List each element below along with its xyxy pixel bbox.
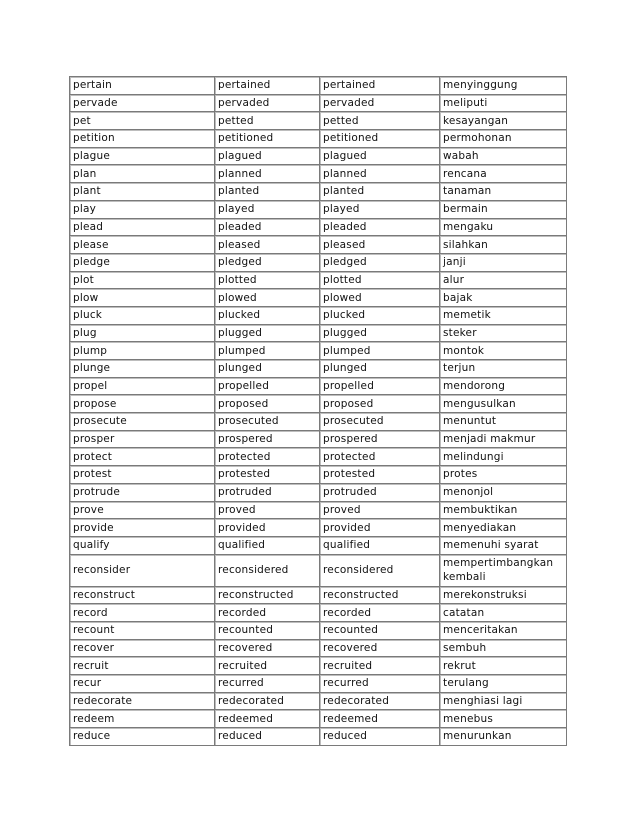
base-form-cell: petition: [70, 130, 215, 148]
table-row: [70, 710, 567, 728]
past-participle-cell: plugged: [320, 325, 440, 343]
past-participle-cell: proved: [320, 502, 440, 520]
verb-table: [69, 76, 567, 746]
table-row: [70, 378, 567, 396]
translation-cell: mendorong: [440, 378, 567, 396]
past-tense-cell: reduced: [215, 728, 320, 746]
base-form-cell: recur: [70, 675, 215, 693]
past-tense-cell: provided: [215, 519, 320, 537]
translation-cell: menyediakan: [440, 519, 567, 537]
table-row: [70, 183, 567, 201]
past-tense-cell: plugged: [215, 325, 320, 343]
table-row: [70, 307, 567, 325]
base-form-cell: pledge: [70, 254, 215, 272]
base-form-cell: pervade: [70, 95, 215, 113]
past-participle-cell: propelled: [320, 378, 440, 396]
past-tense-cell: petted: [215, 112, 320, 130]
base-form-cell: plug: [70, 325, 215, 343]
base-form-cell: protrude: [70, 484, 215, 502]
table-row: [70, 219, 567, 237]
base-form-cell: prove: [70, 502, 215, 520]
past-tense-cell: plucked: [215, 307, 320, 325]
base-form-cell: plan: [70, 165, 215, 183]
base-form-cell: reconstruct: [70, 587, 215, 605]
past-participle-cell: petted: [320, 112, 440, 130]
past-participle-cell: pledged: [320, 254, 440, 272]
base-form-cell: please: [70, 236, 215, 254]
translation-cell: merekonstruksi: [440, 587, 567, 605]
table-body: [70, 77, 567, 746]
table-row: [70, 693, 567, 711]
past-participle-cell: reconsidered: [320, 555, 440, 587]
translation-cell: bajak: [440, 289, 567, 307]
translation-cell: memenuhi syarat: [440, 537, 567, 555]
past-participle-cell: provided: [320, 519, 440, 537]
table-row: [70, 254, 567, 272]
translation-cell: menjadi makmur: [440, 431, 567, 449]
past-tense-cell: plagued: [215, 148, 320, 166]
past-participle-cell: reconstructed: [320, 587, 440, 605]
base-form-cell: protect: [70, 448, 215, 466]
table-row: [70, 587, 567, 605]
past-participle-cell: recruited: [320, 657, 440, 675]
past-tense-cell: qualified: [215, 537, 320, 555]
past-tense-cell: plumped: [215, 342, 320, 360]
table-row: [70, 640, 567, 658]
base-form-cell: recount: [70, 622, 215, 640]
translation-cell: sembuh: [440, 640, 567, 658]
past-tense-cell: planned: [215, 165, 320, 183]
past-participle-cell: planned: [320, 165, 440, 183]
table-row: [70, 272, 567, 290]
base-form-cell: pertain: [70, 77, 215, 95]
base-form-cell: propose: [70, 395, 215, 413]
translation-cell: meliputi: [440, 95, 567, 113]
base-form-cell: plant: [70, 183, 215, 201]
translation-cell: steker: [440, 325, 567, 343]
translation-cell: menuntut: [440, 413, 567, 431]
past-tense-cell: recorded: [215, 604, 320, 622]
past-tense-cell: redeemed: [215, 710, 320, 728]
past-participle-cell: recounted: [320, 622, 440, 640]
translation-cell: alur: [440, 272, 567, 290]
base-form-cell: plunge: [70, 360, 215, 378]
translation-cell: terulang: [440, 675, 567, 693]
table-row: [70, 165, 567, 183]
past-tense-cell: redecorated: [215, 693, 320, 711]
table-row: [70, 484, 567, 502]
table-row: [70, 130, 567, 148]
translation-cell: wabah: [440, 148, 567, 166]
past-tense-cell: recounted: [215, 622, 320, 640]
table-row: [70, 555, 567, 587]
past-participle-cell: recurred: [320, 675, 440, 693]
translation-cell: silahkan: [440, 236, 567, 254]
table-row: [70, 413, 567, 431]
translation-cell: bermain: [440, 201, 567, 219]
past-participle-cell: plagued: [320, 148, 440, 166]
past-participle-cell: plumped: [320, 342, 440, 360]
table-row: [70, 112, 567, 130]
translation-cell: permohonan: [440, 130, 567, 148]
past-tense-cell: recruited: [215, 657, 320, 675]
past-participle-cell: protested: [320, 466, 440, 484]
translation-cell: menebus: [440, 710, 567, 728]
table-row: [70, 604, 567, 622]
translation-cell: menonjol: [440, 484, 567, 502]
past-tense-cell: prospered: [215, 431, 320, 449]
past-participle-cell: pertained: [320, 77, 440, 95]
table-row: [70, 289, 567, 307]
past-tense-cell: petitioned: [215, 130, 320, 148]
past-tense-cell: pleased: [215, 236, 320, 254]
translation-cell: janji: [440, 254, 567, 272]
table-row: [70, 95, 567, 113]
past-tense-cell: plotted: [215, 272, 320, 290]
table-row: [70, 395, 567, 413]
table-row: [70, 448, 567, 466]
translation-cell: memetik: [440, 307, 567, 325]
past-participle-cell: reduced: [320, 728, 440, 746]
base-form-cell: plague: [70, 148, 215, 166]
base-form-cell: prosper: [70, 431, 215, 449]
past-tense-cell: pledged: [215, 254, 320, 272]
base-form-cell: pluck: [70, 307, 215, 325]
base-form-cell: recover: [70, 640, 215, 658]
past-tense-cell: reconstructed: [215, 587, 320, 605]
table-row: [70, 325, 567, 343]
table-row: [70, 675, 567, 693]
past-participle-cell: protruded: [320, 484, 440, 502]
past-participle-cell: played: [320, 201, 440, 219]
translation-cell: terjun: [440, 360, 567, 378]
translation-cell: montok: [440, 342, 567, 360]
base-form-cell: reduce: [70, 728, 215, 746]
past-tense-cell: protected: [215, 448, 320, 466]
past-participle-cell: recovered: [320, 640, 440, 658]
table-row: [70, 537, 567, 555]
translation-cell: mengaku: [440, 219, 567, 237]
translation-cell: menyinggung: [440, 77, 567, 95]
base-form-cell: plot: [70, 272, 215, 290]
table-row: [70, 466, 567, 484]
past-participle-cell: pleaded: [320, 219, 440, 237]
past-participle-cell: protected: [320, 448, 440, 466]
past-tense-cell: played: [215, 201, 320, 219]
past-tense-cell: recovered: [215, 640, 320, 658]
table-row: [70, 342, 567, 360]
base-form-cell: redeem: [70, 710, 215, 728]
past-participle-cell: recorded: [320, 604, 440, 622]
base-form-cell: protest: [70, 466, 215, 484]
past-participle-cell: prospered: [320, 431, 440, 449]
table-row: [70, 236, 567, 254]
past-participle-cell: plotted: [320, 272, 440, 290]
past-tense-cell: proposed: [215, 395, 320, 413]
translation-cell: tanaman: [440, 183, 567, 201]
base-form-cell: recruit: [70, 657, 215, 675]
translation-cell: catatan: [440, 604, 567, 622]
base-form-cell: plow: [70, 289, 215, 307]
base-form-cell: play: [70, 201, 215, 219]
table-row: [70, 622, 567, 640]
base-form-cell: plead: [70, 219, 215, 237]
table-row: [70, 728, 567, 746]
translation-cell: menurunkan: [440, 728, 567, 746]
base-form-cell: provide: [70, 519, 215, 537]
base-form-cell: reconsider: [70, 555, 215, 587]
past-tense-cell: pleaded: [215, 219, 320, 237]
translation-cell: mengusulkan: [440, 395, 567, 413]
past-participle-cell: pleased: [320, 236, 440, 254]
table-row: [70, 148, 567, 166]
table-row: [70, 502, 567, 520]
past-participle-cell: redecorated: [320, 693, 440, 711]
translation-cell: protes: [440, 466, 567, 484]
past-tense-cell: plowed: [215, 289, 320, 307]
table-row: [70, 360, 567, 378]
table-row: [70, 519, 567, 537]
base-form-cell: pet: [70, 112, 215, 130]
base-form-cell: prosecute: [70, 413, 215, 431]
past-tense-cell: recurred: [215, 675, 320, 693]
past-tense-cell: prosecuted: [215, 413, 320, 431]
past-participle-cell: proposed: [320, 395, 440, 413]
translation-cell: kesayangan: [440, 112, 567, 130]
base-form-cell: record: [70, 604, 215, 622]
base-form-cell: propel: [70, 378, 215, 396]
past-tense-cell: propelled: [215, 378, 320, 396]
translation-cell: membuktikan: [440, 502, 567, 520]
translation-cell: menghiasi lagi: [440, 693, 567, 711]
past-participle-cell: plucked: [320, 307, 440, 325]
table-row: [70, 657, 567, 675]
translation-cell: rekrut: [440, 657, 567, 675]
base-form-cell: qualify: [70, 537, 215, 555]
translation-cell: rencana: [440, 165, 567, 183]
translation-cell: melindungi: [440, 448, 567, 466]
past-tense-cell: proved: [215, 502, 320, 520]
table-row: [70, 431, 567, 449]
base-form-cell: redecorate: [70, 693, 215, 711]
past-participle-cell: pervaded: [320, 95, 440, 113]
past-tense-cell: pervaded: [215, 95, 320, 113]
past-participle-cell: planted: [320, 183, 440, 201]
past-tense-cell: pertained: [215, 77, 320, 95]
table-row: [70, 77, 567, 95]
base-form-cell: plump: [70, 342, 215, 360]
translation-cell: menceritakan: [440, 622, 567, 640]
past-participle-cell: petitioned: [320, 130, 440, 148]
past-participle-cell: redeemed: [320, 710, 440, 728]
past-participle-cell: plunged: [320, 360, 440, 378]
past-tense-cell: protested: [215, 466, 320, 484]
past-tense-cell: reconsidered: [215, 555, 320, 587]
past-tense-cell: planted: [215, 183, 320, 201]
table-row: [70, 201, 567, 219]
past-participle-cell: prosecuted: [320, 413, 440, 431]
past-tense-cell: protruded: [215, 484, 320, 502]
past-participle-cell: plowed: [320, 289, 440, 307]
past-participle-cell: qualified: [320, 537, 440, 555]
past-tense-cell: plunged: [215, 360, 320, 378]
translation-cell: mempertimbangkan kembali: [440, 555, 567, 587]
